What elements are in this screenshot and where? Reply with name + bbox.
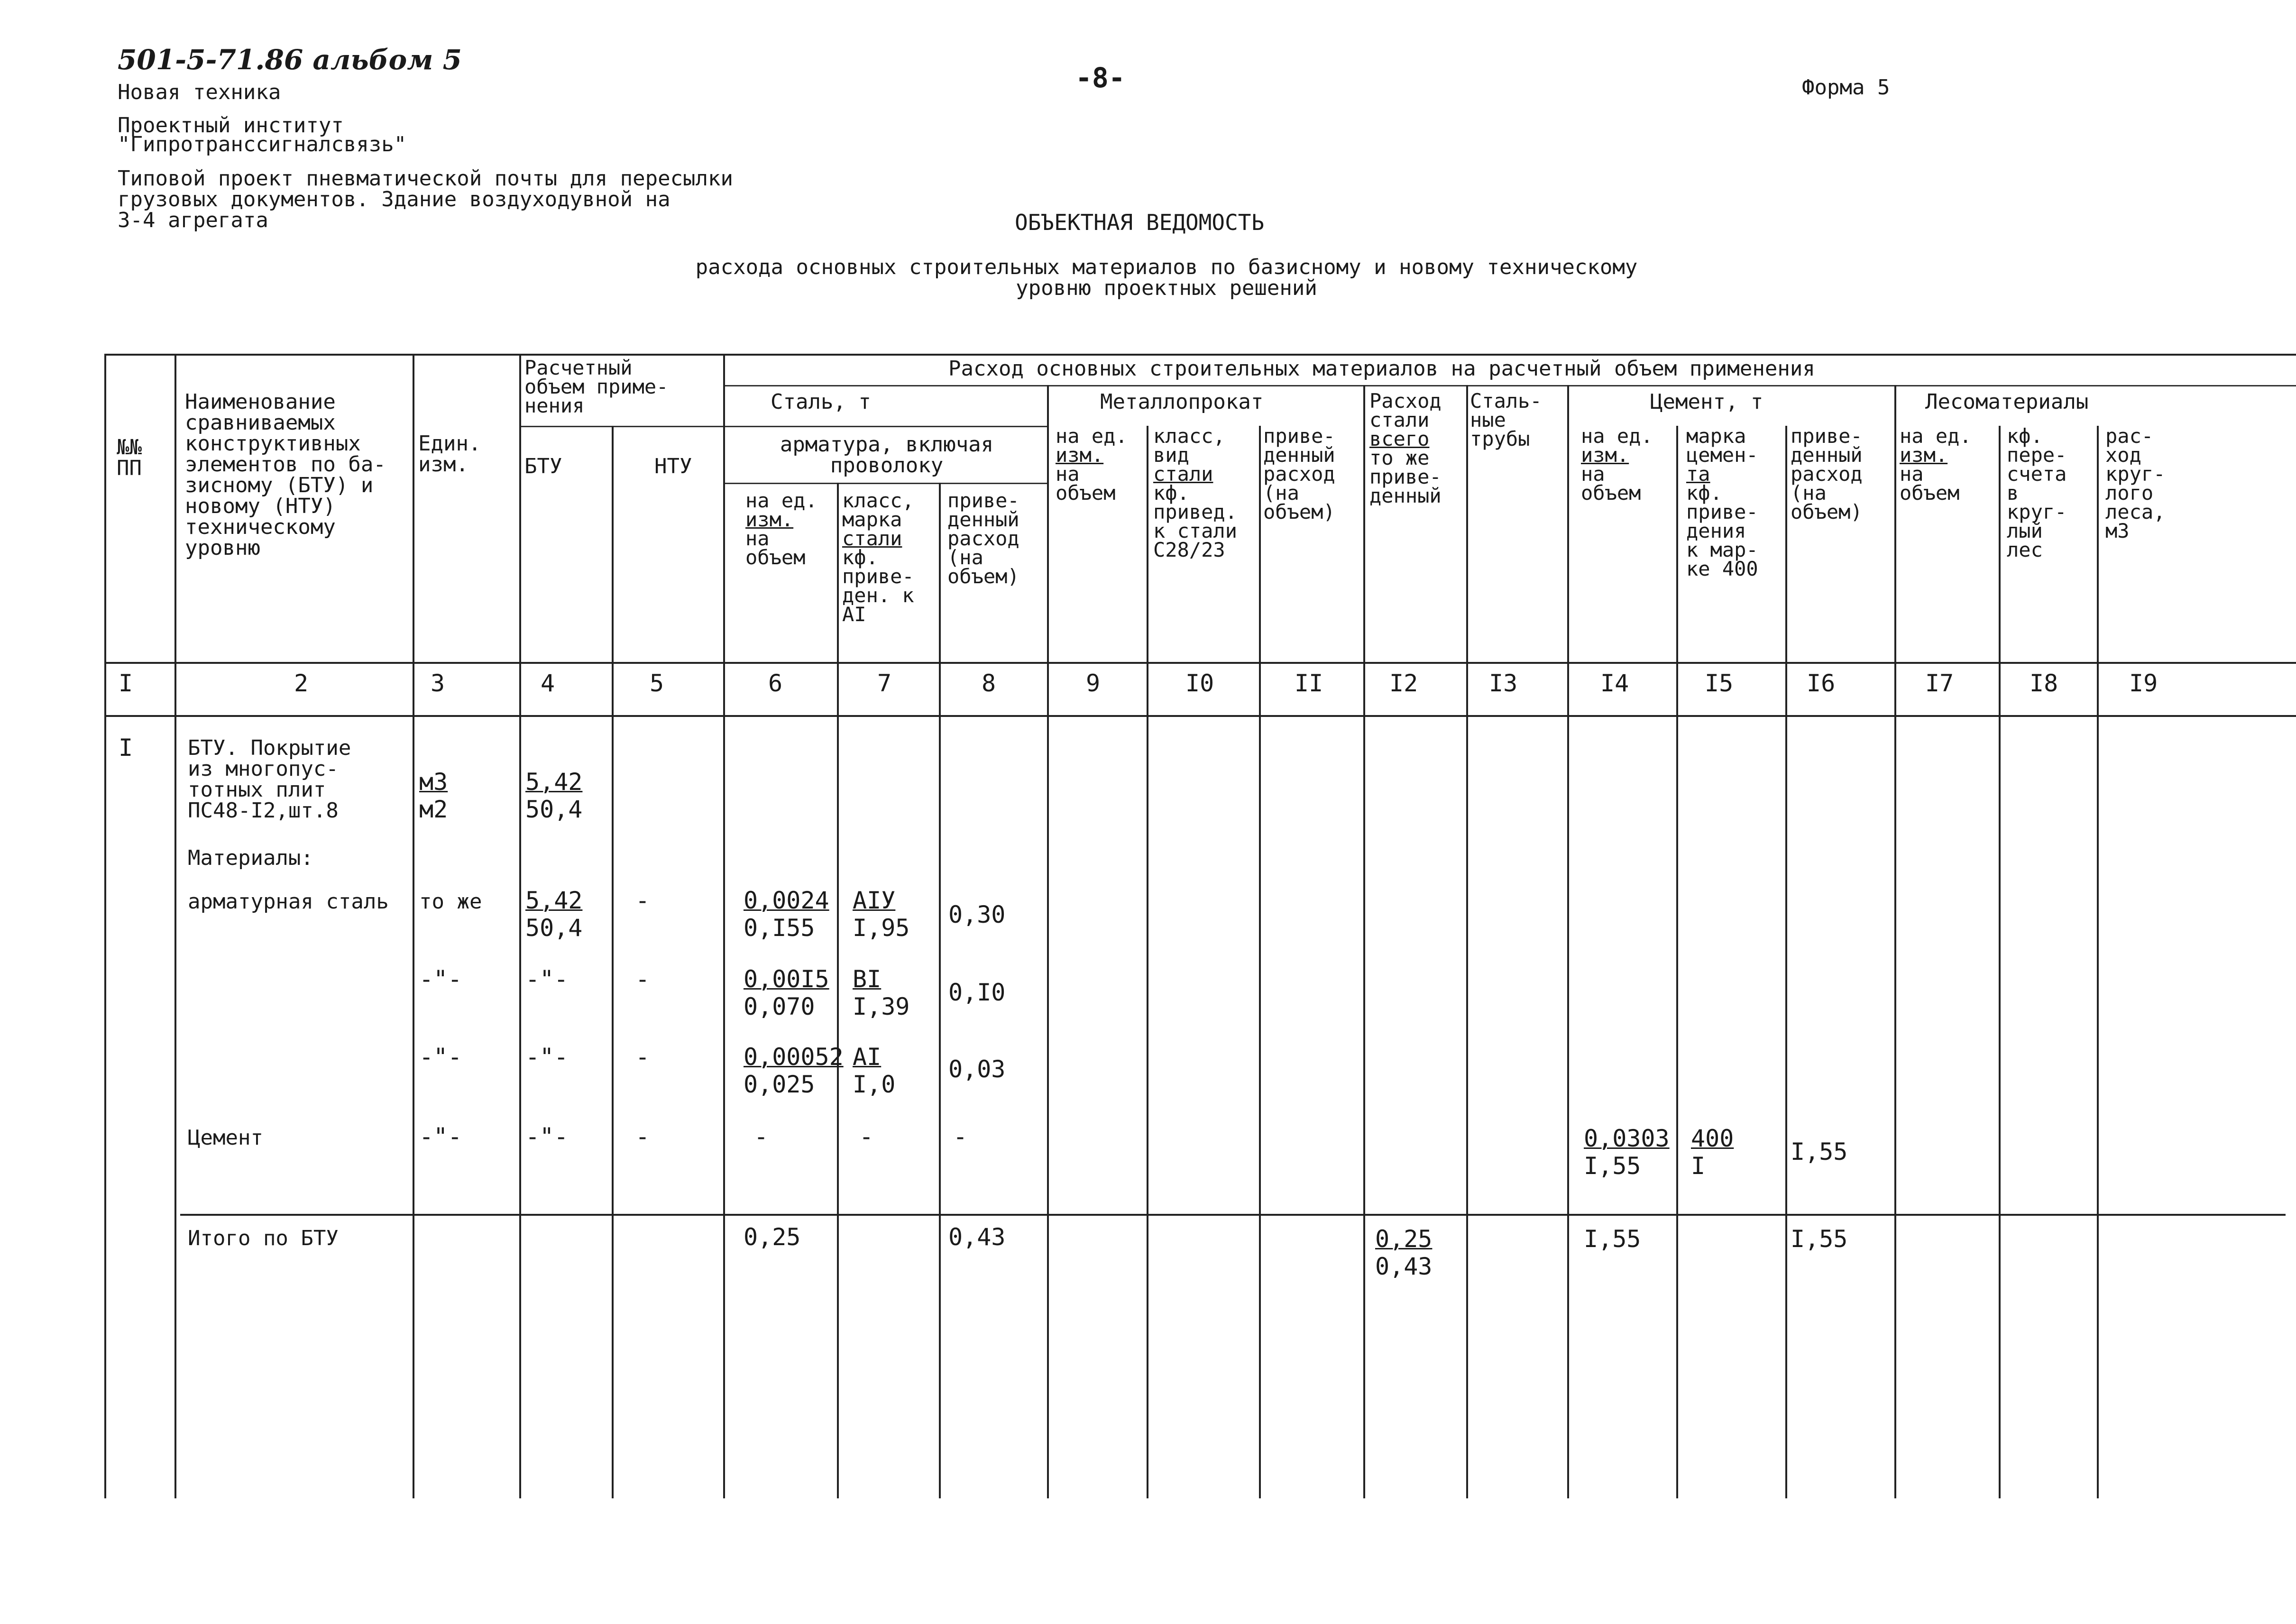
rebar-steel-name: арматурная сталь — [188, 890, 389, 914]
total-label: Итого по БТУ — [188, 1226, 339, 1250]
rebar-row-2-volume: -"- — [525, 965, 569, 993]
rebar-header-rule — [723, 483, 1047, 484]
rebar-row-1-col-6: 0,0024 0,I55 — [744, 887, 829, 942]
col-number-9: 9 — [1086, 670, 1101, 697]
header-metal: Металлопрокат — [1100, 390, 1264, 414]
col-border-16 — [1894, 385, 1896, 1498]
rebar-row-2-col-7: BI I,39 — [853, 965, 910, 1020]
total-col-6: 0,25 — [744, 1223, 801, 1251]
col-number-14: I4 — [1600, 670, 1629, 697]
header-col-11: приве- денный расход (на объем) — [1263, 424, 1335, 523]
rebar-row-2-col-6: 0,00I5 0,070 — [744, 965, 829, 1020]
col-border-13 — [1567, 385, 1569, 1498]
header-line-institute: Проектный институт — [118, 113, 344, 138]
total-col-12: 0,25 0,43 — [1375, 1225, 1433, 1280]
document-subtitle-line-1: расхода основных строительных материалов по базисному и новому техническому — [695, 255, 1638, 279]
element-name: БТУ. Покрытие из многопус- тотных плит ПС48-I2,шт.8 — [188, 736, 351, 823]
rebar-row-3-col-5: - — [635, 1043, 650, 1071]
header-col-14: на ед. изм. на объем — [1581, 424, 1653, 505]
header-lumber: Лесоматериалы — [1925, 390, 2089, 414]
rebar-row-2-col-8: 0,I0 — [948, 979, 1006, 1006]
header-line-project-3: 3-4 агрегата — [118, 208, 268, 232]
col-border-8 — [1047, 385, 1049, 1498]
header-line-institute-name: "Гипротранссигналсвязь" — [118, 132, 407, 156]
table-top-rule — [104, 354, 2296, 356]
cement-col-6: - — [754, 1123, 769, 1150]
header-cement: Цемент, т — [1650, 390, 1763, 414]
element-volume: 5,42 50,4 — [525, 768, 583, 823]
header-rebar: арматура, включая проволоку — [780, 432, 994, 477]
rebar-row-2-col-5: - — [635, 965, 650, 993]
rebar-row-3-col-6: 0,00052 0,025 — [744, 1043, 844, 1098]
header-line-project-2: грузовых документов. Здание воздуходувной на — [118, 187, 670, 211]
header-col-15: марка цемен- та кф. приве- дения к мар- ке 400 — [1686, 424, 1758, 580]
total-col-16: I,55 — [1791, 1225, 1848, 1253]
col-number-18: I8 — [2030, 670, 2058, 697]
col-border-9 — [1147, 426, 1148, 1498]
page-number: -8- — [1075, 62, 1125, 94]
header-col-8: приве- денный расход (на объем) — [947, 489, 1019, 588]
col-number-13: I3 — [1489, 670, 1518, 697]
total-col-14: I,55 — [1584, 1225, 1641, 1253]
rebar-row-3-volume: -"- — [525, 1043, 569, 1071]
document-subtitle-line-2: уровню проектных решений — [1016, 276, 1317, 300]
rebar-row-3-col-8: 0,03 — [948, 1055, 1006, 1083]
col-border-3 — [519, 356, 521, 1498]
rebar-row-3-unit: -"- — [419, 1043, 462, 1071]
header-col-2: Наименование сравниваемых конструктивных элементов по ба- зисному (БТУ) и новому (НТУ) техническому уровню — [185, 390, 386, 560]
materials-label: Материалы: — [188, 846, 313, 870]
column-numbers-top-rule — [104, 662, 2296, 664]
total-col-8: 0,43 — [948, 1223, 1006, 1251]
col-number-17: I7 — [1925, 670, 1954, 697]
col-number-4: 4 — [541, 670, 555, 697]
header-col-17: на ед. изм. на объем — [1900, 424, 1972, 505]
cement-unit: -"- — [419, 1123, 462, 1150]
col-number-3: 3 — [431, 670, 445, 697]
col-number-19: I9 — [2129, 670, 2158, 697]
header-line-new-technique: Новая техника — [118, 80, 281, 104]
header-col-1: №№ ПП — [117, 435, 142, 480]
header-steel: Сталь, т — [771, 390, 871, 414]
col-border-10 — [1259, 426, 1261, 1498]
col-number-16: I6 — [1807, 670, 1836, 697]
col-number-2: 2 — [294, 670, 309, 697]
cement-col-14: 0,0303 I,55 — [1584, 1125, 1670, 1180]
header-consumption-group: Расход основных строительных материалов на расчетный объем применения — [948, 357, 1815, 381]
col-number-10: I0 — [1185, 670, 1214, 697]
col-number-11: II — [1295, 670, 1323, 697]
header-col-9: на ед. изм. на объем — [1056, 424, 1128, 505]
form-label: Форма 5 — [1802, 75, 1890, 100]
document-title: ОБЪЕКТНАЯ ВЕДОМОСТЬ — [1015, 210, 1265, 235]
col-border-15 — [1785, 426, 1787, 1498]
header-col-5: НТУ — [654, 454, 692, 478]
rebar-row-1-col-5: - — [635, 887, 650, 914]
cement-col-7: - — [859, 1123, 874, 1150]
col-border-4 — [612, 426, 614, 1498]
group-header-rule — [723, 385, 2296, 386]
col-border-6 — [837, 483, 839, 1498]
header-col-3: Един. изм. — [418, 431, 481, 477]
col-border-17 — [1999, 426, 2001, 1498]
col-border-1 — [174, 356, 176, 1498]
rebar-row-3-col-7: AI I,0 — [853, 1043, 896, 1098]
header-col-18: кф. пере- счета в круг- лый лес — [2007, 424, 2067, 561]
col-border-14 — [1676, 426, 1678, 1498]
cement-col-15: 400 I — [1691, 1125, 1734, 1180]
rebar-row-1-col-8: 0,30 — [948, 901, 1006, 928]
col-number-5: 5 — [650, 670, 664, 697]
header-col-13: Сталь- ные трубы — [1470, 389, 1542, 450]
header-col-4: БТУ — [524, 454, 562, 478]
total-row-rule — [180, 1214, 2286, 1216]
col-border-18 — [2097, 426, 2099, 1498]
header-col-6: на ед. изм. на объем — [745, 489, 817, 569]
element-unit: м3 м2 — [419, 768, 448, 823]
cement-col-16: I,55 — [1791, 1138, 1848, 1165]
col-number-6: 6 — [768, 670, 783, 697]
col-border-11 — [1363, 385, 1365, 1498]
col-border-7 — [939, 483, 941, 1498]
col-number-12: I2 — [1389, 670, 1418, 697]
cement-volume: -"- — [525, 1123, 569, 1150]
col-number-8: 8 — [982, 670, 996, 697]
col-border-2 — [413, 356, 414, 1498]
header-volume-group: Расчетный объем приме- нения — [524, 356, 669, 417]
col-number-15: I5 — [1705, 670, 1734, 697]
col-border-12 — [1466, 385, 1468, 1498]
col-border-0 — [104, 356, 106, 1498]
column-numbers-bottom-rule — [104, 715, 2296, 717]
col-border-5 — [723, 356, 725, 1498]
col-number-1: I — [119, 670, 133, 697]
col-number-7: 7 — [877, 670, 892, 697]
rebar-steel-unit: то же — [419, 890, 482, 914]
cement-col-5: - — [635, 1123, 650, 1150]
rebar-row-2-unit: -"- — [419, 965, 462, 993]
steel-header-rule — [723, 426, 1047, 427]
cement-name: Цемент — [188, 1126, 263, 1150]
header-col-7: класс, марка стали кф. приве- ден. к AI — [842, 489, 914, 626]
header-col-12: Расход стали всего то же приве- денный — [1369, 389, 1442, 507]
header-line-project-1: Типовой проект пневматической почты для пересылки — [118, 166, 734, 191]
rebar-steel-volume: 5,42 50,4 — [525, 887, 583, 942]
cement-col-8: - — [953, 1123, 968, 1150]
rebar-row-1-col-7: AIУ I,95 — [853, 887, 910, 942]
row-number: I — [119, 734, 133, 762]
header-col-19: рас- ход круг- лого леса, м3 — [2105, 424, 2166, 542]
header-col-10: класс, вид стали кф. привед. к стали С28/23 — [1153, 424, 1238, 561]
volume-header-rule — [519, 426, 723, 427]
header-col-16: приве- денный расход (на объем) — [1791, 424, 1863, 523]
handwritten-reference: 501-5-71.86 альбом 5 — [118, 44, 462, 76]
